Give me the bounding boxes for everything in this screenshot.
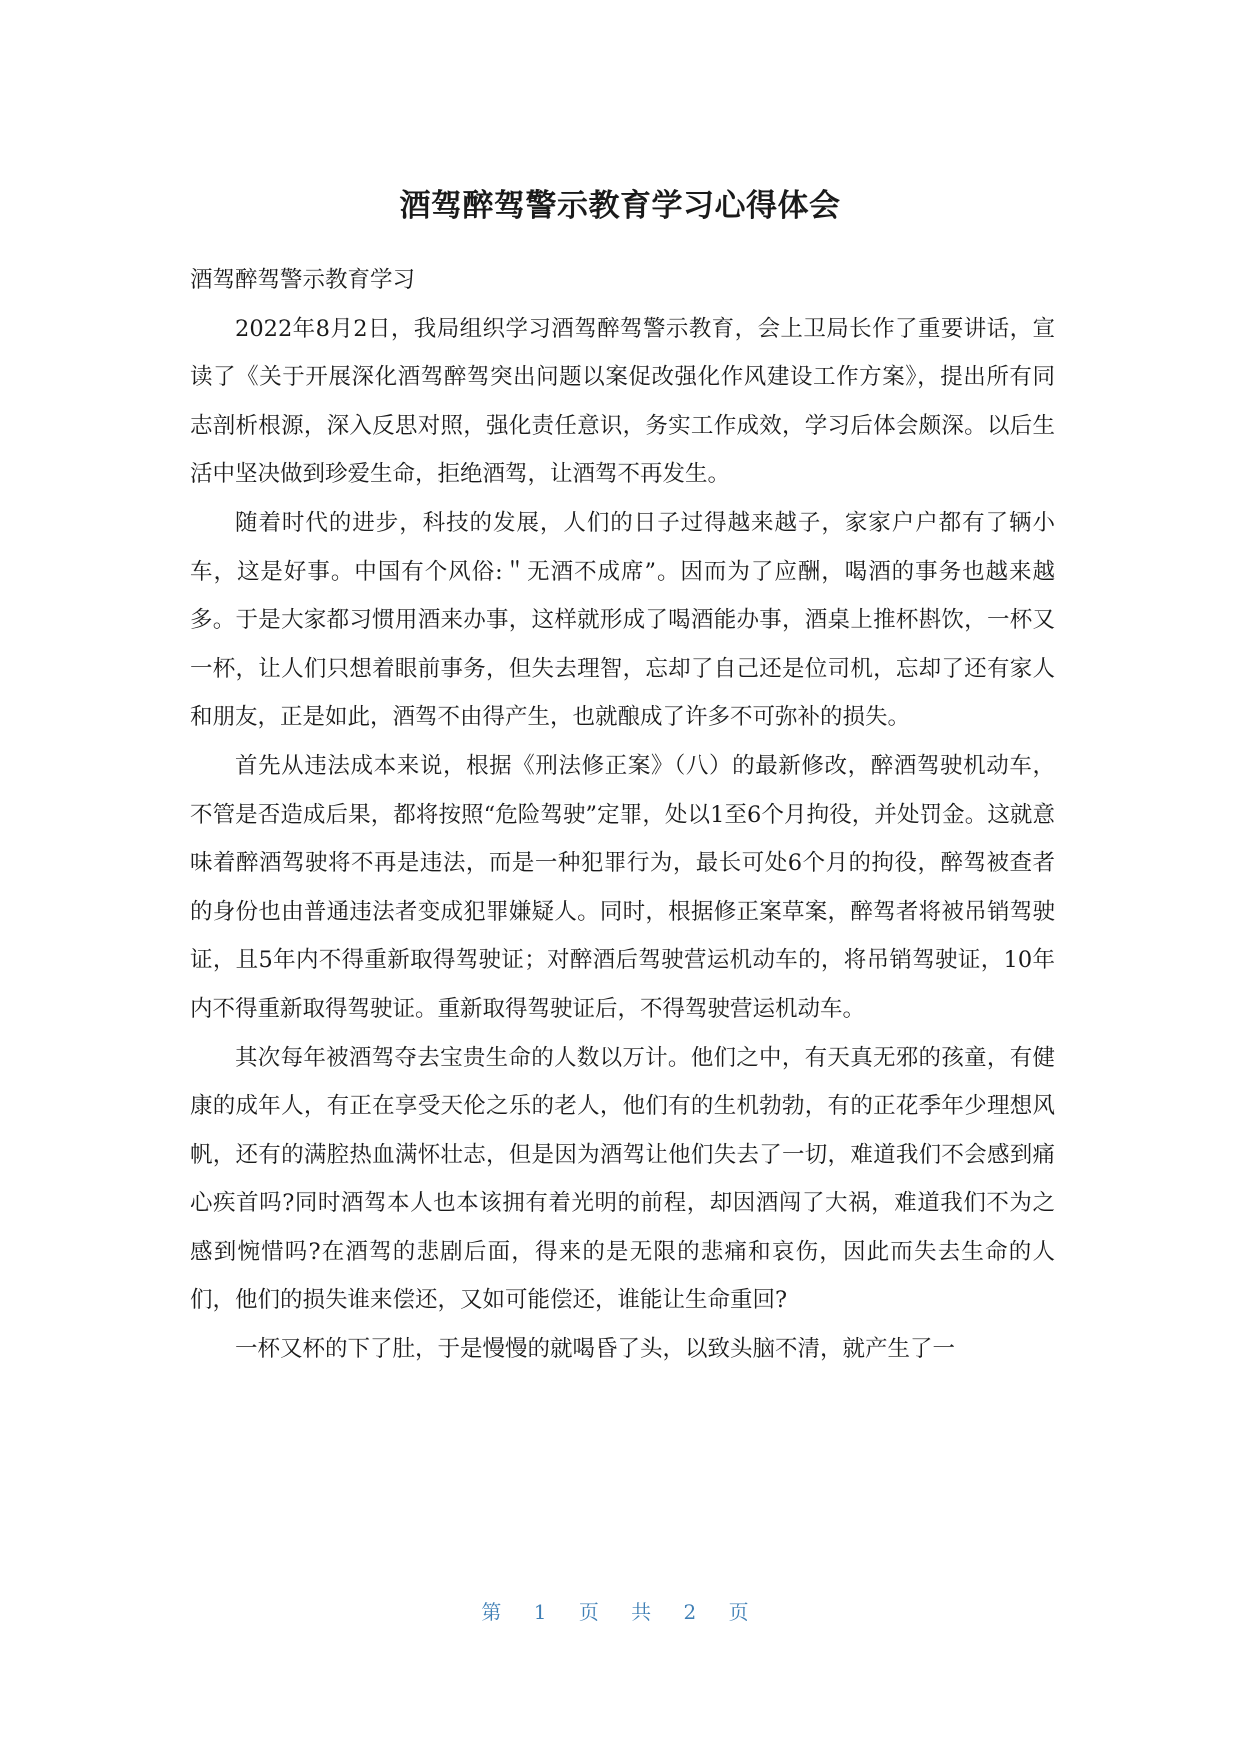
paragraph: 一杯又杯的下了肚，于是慢慢的就喝昏了头，以致头脑不清，就产生了一 xyxy=(235,1336,956,1363)
page-number-footer: 第 1 页 共 2 页 xyxy=(481,1600,759,1624)
document-body xyxy=(190,256,1055,1374)
document-title: 酒驾醉驾警示教育学习心得体会 xyxy=(399,188,841,224)
document-subtitle: 酒驾醉驾警示教育学习 xyxy=(190,267,416,293)
paragraph: 随着时代的进步，科技的发展，人们的日子过得越来越子，家家户户都有了辆小车，这是好事。中国有个风俗:＂无酒不成席”。因而为了应酬，喝酒的事务也越来越多。于是大家都习惯用酒来办事，这样就形成了喝酒能办事，酒桌上推杯斟饮，一杯又一杯，让人们只想着眼前事务，但失去理智，忘却了自己还是位司机，忘却了还有家人和朋友，正是如此，酒驾不由得产生，也就酿成了许多不可弥补的损失。 xyxy=(190,509,1055,731)
paragraph: 2022年8月2日，我局组织学习酒驾醉驾警示教育，会上卫局长作了重要讲话，宣读了《关于开展深化酒驾醉驾突出问题以案促改强化作风建设工作方案》，提出所有同志剖析根源，深入反思对照，强化责任意识，务实工作成效，学习后体会颇深。以后生活中坚决做到珍爱生命，拒绝酒驾，让酒驾不再发生。 xyxy=(190,315,1055,488)
paragraph: 首先从违法成本来说，根据《刑法修正案》（八）的最新修改，醉酒驾驶机动车，不管是否造成后果，都将按照“危险驾驶”定罪，处以1至6个月拘役，并处罚金。这就意味着醉酒驾驶将不再是违法，而是一种犯罪行为，最长可处6个月的拘役，醉驾被查者的身份也由普通违法者变成犯罪嫌疑人。同时，根据修正案草案，醉驾者将被吊销驾驶证，且5年内不得重新取得驾驶证；对醉酒后驾驶营运机动车的，将吊销驾驶证，10年内不得重新取得驾驶证。重新取得驾驶证后，不得驾驶营运机动车。 xyxy=(190,752,1055,1022)
paragraph: 其次每年被酒驾夺去宝贵生命的人数以万计。他们之中，有天真无邪的孩童，有健康的成年人，有正在享受天伦之乐的老人，他们有的生机勃勃，有的正花季年少理想风帆，还有的满腔热血满怀壮志，但是因为酒驾让他们失去了一切，难道我们不会感到痛心疾首吗?同时酒驾本人也本该拥有着光明的前程，却因酒闯了大祸，难道我们不为之感到惋惜吗?在酒驾的悲剧后面，得来的是无限的悲痛和哀伤，因此而失去生命的人们，他们的损失谁来偿还，又如可能偿还，谁能让生命重回? xyxy=(190,1044,1055,1314)
